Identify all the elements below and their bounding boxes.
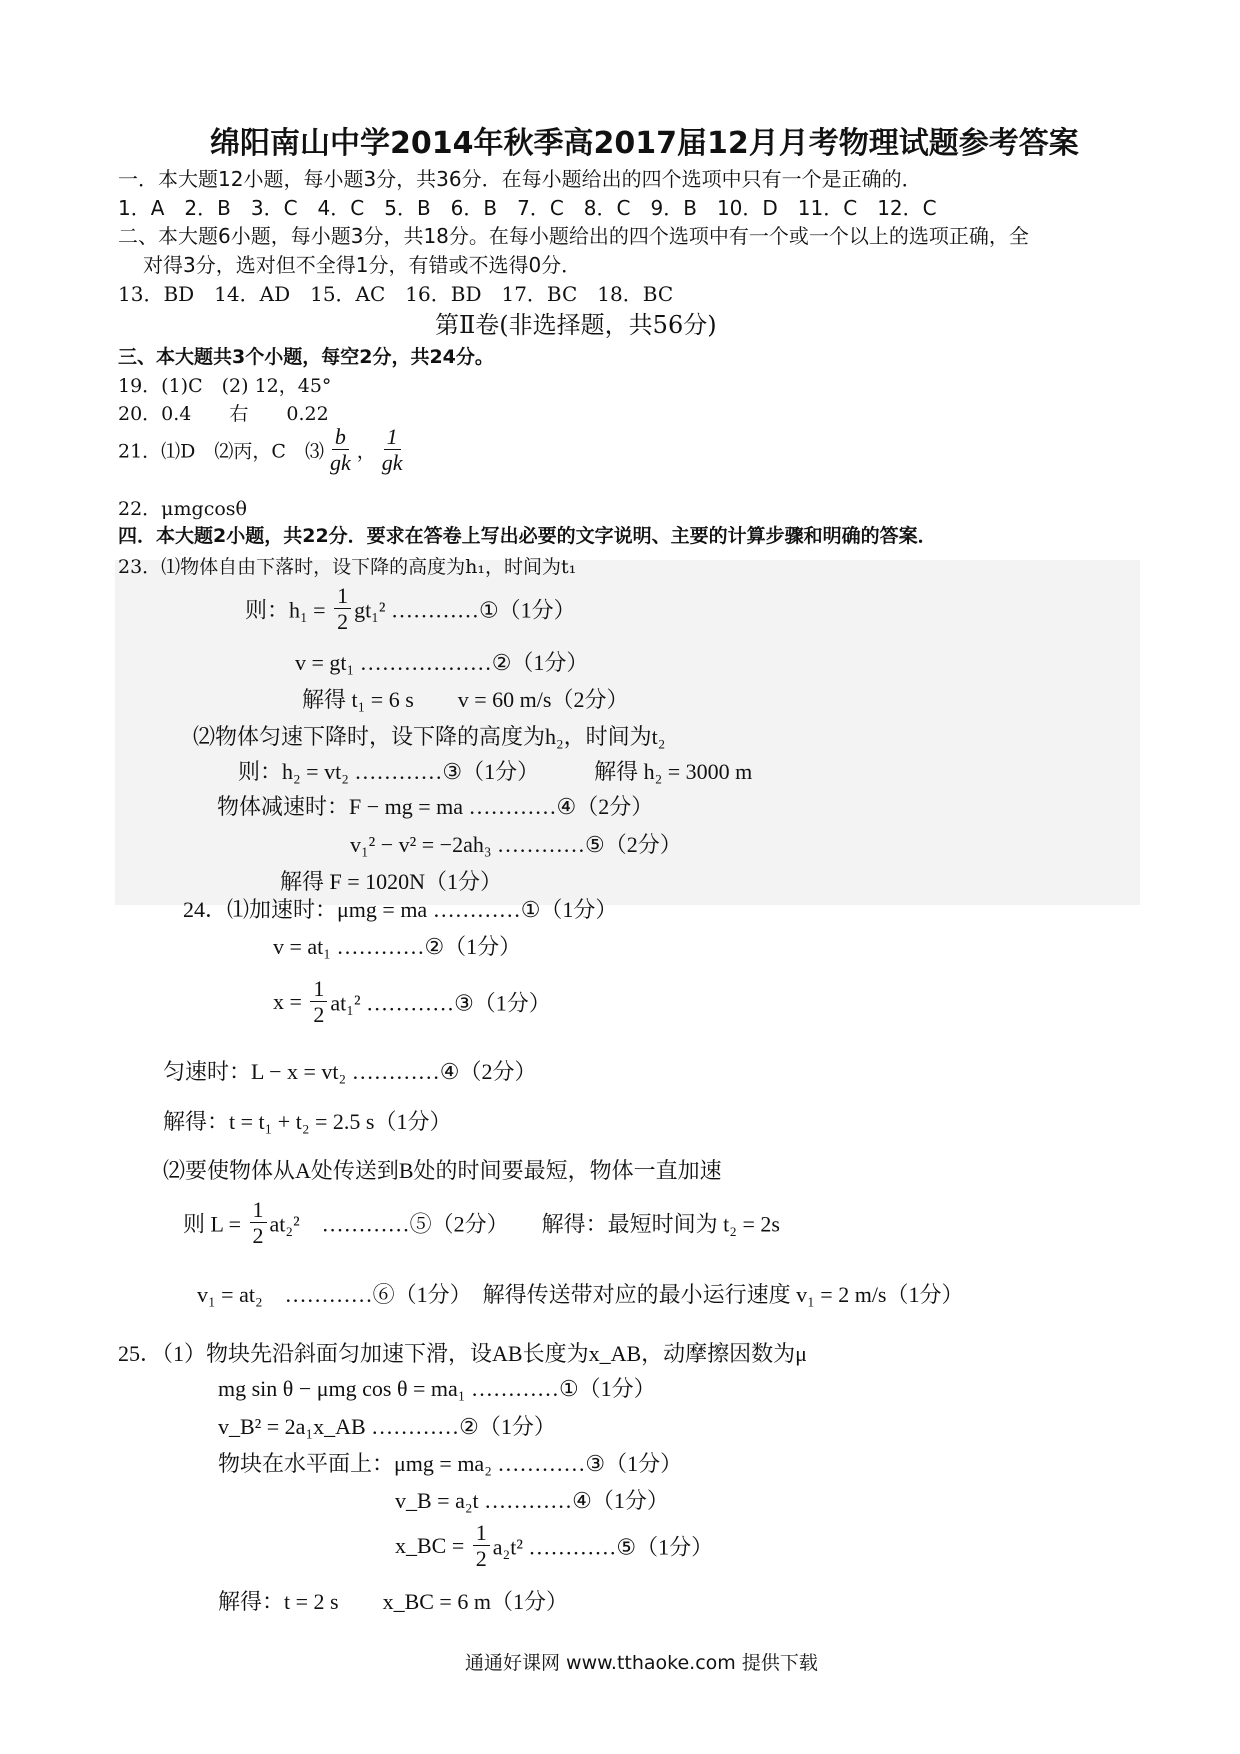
- q25-eq5-left: x_BC =: [395, 1532, 470, 1558]
- fraction-one-half: [310, 976, 327, 1028]
- q24-line7: [183, 1197, 780, 1249]
- q24-eq5-left: 则 L =: [183, 1211, 247, 1237]
- q25-line1: 25．（1）物块先沿斜面匀加速下滑，设AB长度为x_AB，动摩擦因数为μ: [118, 1341, 807, 1366]
- q25-line6: [395, 1520, 713, 1572]
- q24-line1: 24．⑴加速时：μmg = ma …………①（1分）: [183, 897, 618, 922]
- q23-line4: 解得 t₁ = 6 s v = 60 m/s（2分）: [302, 687, 629, 712]
- section2-answers: 13．BD 14．AD 15．AC 16．BD 17．BC 18．BC: [118, 282, 674, 306]
- q23-line9: 解得 F = 1020N（1分）: [280, 869, 503, 894]
- q24-line2: v = at₁ …………②（1分）: [273, 934, 522, 959]
- q25-eq5-right: a₂t² …………⑤（1分）: [492, 1534, 714, 1560]
- q25-line5: v_B = a₂t …………④（1分）: [395, 1488, 669, 1513]
- q24-eq5-right: at₂² …………⑤（2分） 解得：最短时间为 t₂ = 2s: [269, 1211, 780, 1237]
- fraction-numerator: 1: [384, 424, 401, 450]
- q23-line5: ⑵物体匀速下降时，设下降的高度为h₂，时间为t₂: [193, 724, 666, 749]
- q23-line1: 23．⑴物体自由下落时，设下降的高度为h₁，时间为t₁: [118, 556, 577, 578]
- fraction-one-half: [473, 1520, 490, 1572]
- fraction-one-half: [334, 583, 351, 635]
- q25-line4: 物块在水平面上：μmg = ma₂ …………③（1分）: [218, 1451, 683, 1476]
- q23-eq1-right: gt₁² …………①（1分）: [354, 597, 576, 623]
- q23-line6: 则：h₂ = vt₂ …………③（1分） 解得 h₂ = 3000 m: [238, 759, 753, 784]
- q24-eq3-left: x =: [273, 988, 308, 1014]
- section4-heading: 四．本大题2小题，共22分．要求在答卷上写出必要的文字说明、主要的计算步骤和明确的答案．: [118, 525, 937, 547]
- q25-line2: mg sin θ − μmg cos θ = ma₁ …………①（1分）: [218, 1376, 656, 1401]
- q24-line4: 匀速时：L − x = vt₂ …………④（2分）: [163, 1059, 537, 1084]
- fraction-denominator: 2: [475, 1546, 487, 1572]
- q23-line2: [245, 583, 576, 635]
- q24-line6: ⑵要使物体从A处传送到B处的时间要最短，物体一直加速: [163, 1158, 722, 1183]
- fraction-1-over-gk: [379, 424, 406, 476]
- fraction-denominator: gk: [381, 450, 403, 476]
- answer-21-prefix: 21．⑴D ⑵丙，C ⑶: [118, 440, 324, 463]
- q24-eq3-right: at₁² …………③（1分）: [330, 990, 551, 1016]
- answer-19: 19．(1)C (2) 12，45°: [118, 375, 332, 397]
- fraction-one-half: [250, 1197, 267, 1249]
- section3-heading: 三、本大题共3个小题，每空2分，共24分。: [118, 346, 494, 368]
- q23-line8: v₁² − v² = −2ah₃ …………⑤（2分）: [350, 832, 682, 857]
- section1-heading: 一．本大题12小题，每小题3分，共36分．在每小题给出的四个选项中只有一个是正确的．: [118, 167, 922, 191]
- fraction-denominator: 2: [313, 1002, 325, 1028]
- page-title: 绵阳南山中学2014年秋季高2017届12月月考物理试题参考答案: [210, 126, 1079, 161]
- page-footer: 通通好课网 www.tthaoke.com 提供下载: [465, 1652, 818, 1674]
- fraction-numerator: 1: [473, 1520, 490, 1546]
- answer-21: [118, 424, 409, 476]
- fraction-b-over-gk: [327, 424, 354, 476]
- q23-line7: 物体减速时：F − mg = ma …………④（2分）: [217, 794, 654, 819]
- q25-line7: 解得：t = 2 s x_BC = 6 m（1分）: [218, 1589, 568, 1614]
- fraction-numerator: 1: [250, 1197, 267, 1223]
- answer-21-separator: ，: [356, 440, 376, 463]
- fraction-denominator: 2: [252, 1223, 264, 1249]
- fraction-numerator: b: [332, 424, 349, 450]
- fraction-denominator: 2: [337, 609, 349, 635]
- fraction-denominator: gk: [329, 450, 351, 476]
- q24-line3: [273, 976, 551, 1028]
- q23-eq1-left: 则：h₁ =: [245, 597, 332, 623]
- answer-20: 20．0.4 右 0.22: [118, 403, 329, 425]
- q23-line3: v = gt₁ ………………②（1分）: [295, 650, 589, 675]
- q24-line8: v₁ = at₂ …………⑥（1分） 解得传送带对应的最小运行速度 v₁ = 2 m/s（1分）: [197, 1282, 964, 1307]
- answer-22: 22．μmgcosθ: [118, 498, 247, 520]
- section1-answers: 1．A 2．B 3．C 4．C 5．B 6．B 7．C 8．C 9．B 10．D 11．C 12．C: [118, 196, 937, 220]
- q24-line5: 解得：t = t₁ + t₂ = 2.5 s（1分）: [163, 1109, 452, 1134]
- fraction-numerator: 1: [334, 583, 351, 609]
- fraction-numerator: 1: [310, 976, 327, 1002]
- section2-heading: 二、本大题6小题，每小题3分，共18分。在每小题给出的四个选项中有一个或一个以上的选项正确，全: [118, 224, 1029, 248]
- q25-line3: v_B² = 2a₁x_AB …………②（1分）: [218, 1414, 556, 1439]
- volume2-heading: 第Ⅱ卷(非选择题，共56分): [435, 311, 717, 339]
- section2-heading-cont: 对得3分，选对但不全得1分，有错或不选得0分．: [143, 253, 582, 277]
